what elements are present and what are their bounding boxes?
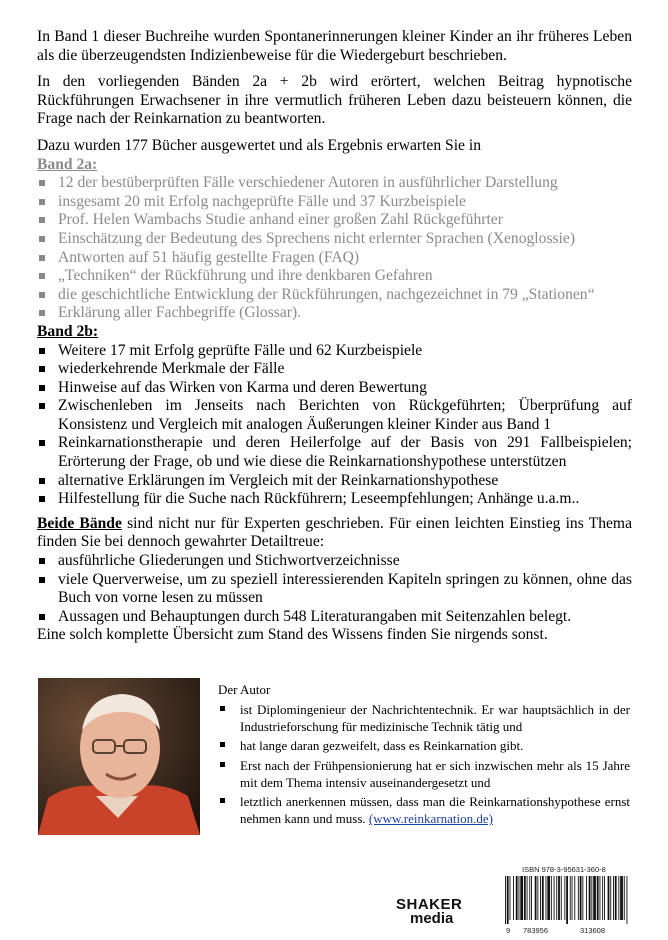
list-item: ist Diplomingenieur der Nachrichtentechnik. Er war hauptsächlich in der Industrieforschung für medizinische Technik tätig und	[218, 701, 630, 735]
bullet-icon	[39, 199, 45, 205]
publisher-line-1: SHAKER	[396, 896, 463, 913]
barcode-digit-prefix: 9	[506, 926, 511, 935]
bullet-icon	[39, 558, 45, 564]
list-item: Prof. Helen Wambachs Studie anhand einer großen Zahl Rückgeführter	[37, 211, 632, 230]
barcode-icon	[503, 876, 631, 924]
bullet-icon	[39, 403, 45, 409]
bullet-icon	[220, 742, 225, 747]
band-2b-heading: Band 2b:	[37, 322, 99, 340]
list-item: „Techniken“ der Rückführung und ihre denkbaren Gefahren	[37, 267, 632, 286]
bullet-icon	[39, 496, 45, 502]
bullet-icon	[39, 236, 45, 242]
list-item: viele Querverweise, um zu speziell interessierenden Kapiteln springen zu können, ohne das Buch von vorne lesen zu müssen	[37, 571, 632, 608]
barcode-digits-left: 783956	[523, 926, 549, 935]
list-item: Erst nach der Frühpensionierung hat er sich inzwischen mehr als 15 Jahre mit dem Thema intensiv auseinandergesetzt und	[218, 757, 630, 791]
bullet-icon	[220, 706, 225, 711]
list-item: hat lange daran gezweifelt, dass es Reinkarnation gibt.	[218, 737, 630, 754]
list-item: Aussagen und Behauptungen durch 548 Literaturangaben mit Seitenzahlen belegt.	[37, 608, 632, 627]
bullet-icon	[39, 577, 45, 583]
beide-text: sind nicht nur für Experten geschrieben. Für einen leichten Einstieg ins Thema finden Sie bei dennoch gewahrter Detailtreue:	[37, 514, 632, 551]
list-item: Einschätzung der Bedeutung des Sprechens nicht erlernter Sprachen (Xenoglossie)	[37, 230, 632, 249]
bullet-icon	[39, 366, 45, 372]
bullet-icon	[39, 614, 45, 620]
list-item: wiederkehrende Merkmale der Fälle	[37, 360, 632, 379]
author-section	[218, 681, 630, 829]
bullet-icon	[220, 762, 225, 767]
list-item: Zwischenleben im Jenseits nach Berichten von Rückgeführten; Überprüfung auf Konsistenz und Vergleich mit analogen Äußerungen kleiner Kinder aus Band 1	[37, 397, 632, 434]
intro-paragraph-1: In Band 1 dieser Buchreihe wurden Spontanerinnerungen kleiner Kinder an ihr früheres Leben als die überzeugendsten Indizienbeweise für die Wiedergeburt beschrieben.	[37, 28, 632, 64]
barcode-digits-right: 313608	[580, 926, 606, 935]
beide-list	[37, 552, 632, 626]
list-item: insgesamt 20 mit Erfolg nachgeprüfte Fälle und 37 Kurzbeispiele	[37, 193, 632, 212]
intro-paragraph-3: Dazu wurden 177 Bücher ausgewertet und als Ergebnis erwarten Sie in	[37, 136, 481, 154]
intro-paragraph-2: In den vorliegenden Bänden 2a + 2b wird erörtert, welchen Beitrag hypnotische Rückführungen Erwachsener in ihre vermutlich früheren Leben dazu beisteuern können, die Frage nach der Reinkarnation zu beantworten.	[37, 73, 632, 128]
list-item: Hinweise auf das Wirken von Karma und deren Bewertung	[37, 379, 632, 398]
bullet-icon	[39, 310, 45, 316]
closing-sentence: Eine solch komplette Übersicht zum Stand des Wissens finden Sie nirgends sonst.	[37, 626, 548, 644]
website-link[interactable]: (www.reinkarnation.de)	[368, 811, 493, 827]
band-2b-list	[37, 342, 632, 509]
list-item: 12 der bestüberprüften Fälle verschiedener Autoren in ausführlicher Darstellung	[37, 174, 632, 193]
bullet-icon	[39, 180, 45, 186]
beide-lead: Beide Bände	[37, 514, 122, 532]
list-item: Hilfestellung für die Suche nach Rückführern; Leseempfehlungen; Anhänge u.a.m..	[37, 490, 632, 509]
bullet-icon	[39, 348, 45, 354]
bullet-icon	[220, 798, 225, 803]
isbn-label: ISBN 978-3-95631-360-8	[522, 865, 606, 874]
list-item: alternative Erklärungen im Vergleich mit der Reinkarnationshypothese	[37, 472, 632, 491]
author-photo	[38, 678, 200, 835]
bullet-icon	[39, 478, 45, 484]
bullet-icon	[39, 440, 45, 446]
author-list	[218, 701, 630, 827]
list-item: Erklärung aller Fachbegriffe (Glossar).	[37, 304, 632, 323]
band-2a-heading: Band 2a:	[37, 155, 98, 173]
list-item: Antworten auf 51 häufig gestellte Fragen (FAQ)	[37, 249, 632, 268]
publisher-line-2: media	[410, 910, 454, 927]
list-item: Weitere 17 mit Erfolg geprüfte Fälle und 62 Kurzbeispiele	[37, 342, 632, 361]
bullet-icon	[39, 273, 45, 279]
publisher-logo	[396, 896, 482, 927]
list-item: die geschichtliche Entwicklung der Rückführungen, nachgezeichnet in 79 „Stationen“	[37, 286, 632, 305]
bullet-icon	[39, 255, 45, 261]
back-cover-text	[37, 28, 632, 645]
bullet-icon	[39, 292, 45, 298]
author-portrait-icon	[38, 678, 200, 835]
beide-paragraph	[37, 515, 632, 552]
list-item: ausführliche Gliederungen und Stichwortverzeichnisse	[37, 552, 632, 571]
list-item: Reinkarnationstherapie und deren Heilerfolge auf der Basis von 291 Fallbeispielen; Erörterung der Frage, ob und wie diese die Reinkarnationshypothese unterstützen	[37, 434, 632, 471]
author-heading: Der Autor	[218, 682, 271, 697]
bullet-icon	[39, 217, 45, 223]
list-item: letztlich anerkennen müssen, dass man die Reinkarnationshypothese ernst nehmen kann und muss. (www.reinkarnation.de)	[218, 793, 630, 827]
bullet-icon	[39, 385, 45, 391]
band-2a-list	[37, 174, 632, 323]
